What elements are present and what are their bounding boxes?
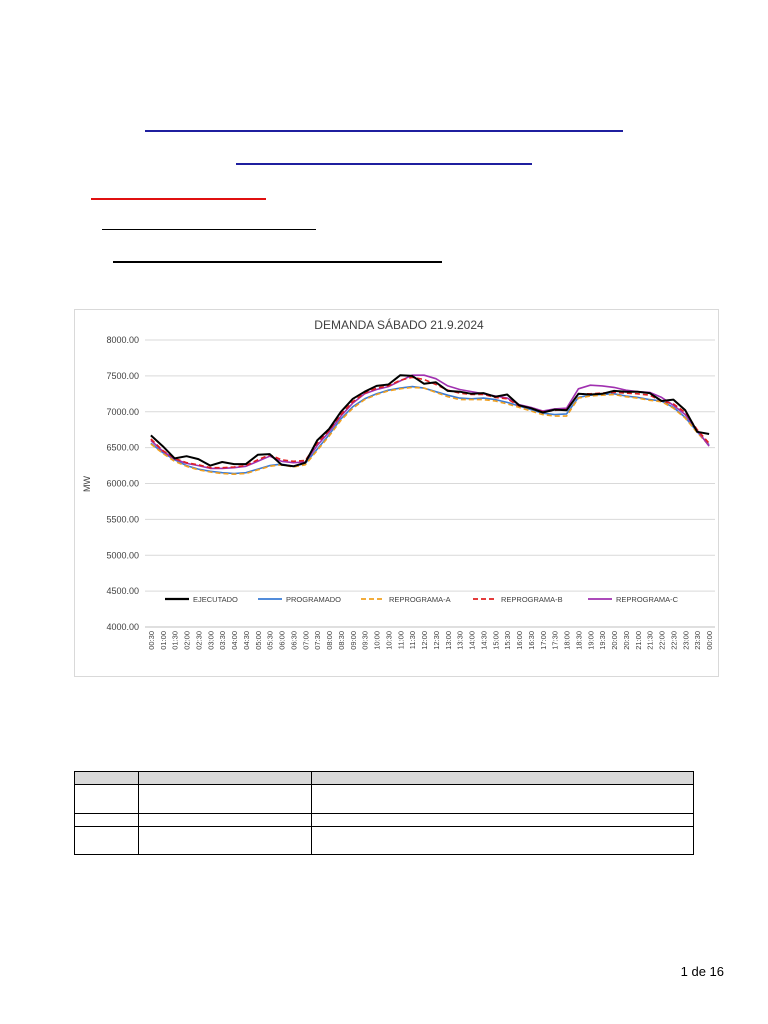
x-tick-label: 13:00	[443, 631, 453, 650]
x-tick-label: 10:30	[384, 631, 394, 650]
document-table	[74, 771, 694, 855]
x-tick-labels	[147, 631, 714, 650]
table-header-cell	[139, 772, 312, 785]
x-tick-label: 01:00	[158, 631, 168, 650]
table-cell	[139, 814, 312, 827]
table-cell	[75, 785, 139, 814]
table-header-cell	[75, 772, 139, 785]
x-tick-label: 19:00	[586, 631, 596, 650]
x-tick-label: 11:00	[396, 631, 406, 650]
table-cell	[139, 827, 312, 855]
table-header-cell	[312, 772, 694, 785]
x-tick-label: 19:30	[598, 631, 608, 650]
chart-title: DEMANDA SÁBADO 21.9.2024	[314, 318, 484, 332]
x-tick-label: 11:30	[408, 631, 418, 650]
x-tick-label: 17:30	[550, 631, 560, 650]
x-tick-label: 00:00	[705, 631, 715, 650]
x-tick-label: 20:30	[621, 631, 631, 650]
x-tick-label: 18:30	[574, 631, 584, 650]
x-tick-label: 08:30	[336, 631, 346, 650]
x-tick-label: 18:00	[562, 631, 572, 650]
x-tick-label: 04:30	[241, 631, 251, 650]
y-tick-label: 7500.00	[106, 370, 139, 381]
y-tick-label: 4500.00	[106, 586, 139, 597]
table-row	[75, 827, 694, 855]
x-tick-label: 21:30	[645, 631, 655, 650]
x-tick-label: 16:00	[515, 631, 525, 650]
x-tick-label: 13:30	[455, 631, 465, 650]
x-tick-label: 05:30	[265, 631, 275, 650]
table-cell	[312, 785, 694, 814]
x-tick-label: 10:00	[372, 631, 382, 650]
y-tick-labels	[106, 335, 139, 632]
x-tick-label: 09:00	[348, 631, 358, 650]
table-cell	[139, 785, 312, 814]
series-line-reprograma-a	[151, 387, 709, 474]
x-tick-label: 09:30	[360, 631, 370, 650]
y-tick-label: 7000.00	[106, 406, 139, 417]
table-row	[75, 785, 694, 814]
x-tick-label: 07:00	[301, 631, 311, 650]
series-line-ejecutado	[151, 375, 709, 466]
x-tick-label: 21:00	[633, 631, 643, 650]
table-header-row	[75, 772, 694, 785]
title-line-1	[145, 130, 623, 132]
demand-chart	[74, 309, 719, 677]
x-tick-label: 23:30	[693, 631, 703, 650]
x-tick-label: 15:00	[491, 631, 501, 650]
x-tick-label: 02:00	[182, 631, 192, 650]
table-cell	[75, 827, 139, 855]
x-tick-label: 00:30	[146, 631, 156, 650]
subtitle-line-4	[113, 261, 442, 263]
legend-label: REPROGRAMA-C	[616, 595, 679, 604]
y-tick-label: 8000.00	[106, 335, 139, 345]
y-axis-label: MW	[82, 476, 92, 492]
page-number: 1 de 16	[680, 964, 724, 979]
legend-label: REPROGRAMA-A	[389, 595, 451, 604]
x-tick-label: 12:30	[431, 631, 441, 650]
x-tick-label: 06:00	[277, 631, 287, 650]
x-tick-label: 07:30	[313, 631, 323, 650]
y-tick-label: 4000.00	[106, 622, 139, 632]
table-cell	[312, 814, 694, 827]
x-tick-label: 15:30	[503, 631, 513, 650]
x-tick-label: 03:30	[218, 631, 228, 650]
y-tick-label: 5500.00	[106, 514, 139, 525]
x-tick-label: 04:00	[230, 631, 240, 650]
x-tick-label: 12:00	[420, 631, 430, 650]
x-tick-label: 02:30	[194, 631, 204, 650]
series-line-programado	[151, 387, 709, 474]
legend-label: EJECUTADO	[193, 595, 238, 604]
x-tick-label: 14:30	[479, 631, 489, 650]
x-tick-label: 05:00	[253, 631, 263, 650]
y-tick-label: 6000.00	[106, 478, 139, 489]
legend-label: REPROGRAMA-B	[501, 595, 563, 604]
table-cell	[312, 827, 694, 855]
table-row	[75, 814, 694, 827]
x-tick-label: 01:30	[170, 631, 180, 650]
legend	[165, 595, 679, 604]
demand-chart-svg	[75, 310, 718, 676]
x-tick-label: 08:00	[325, 631, 335, 650]
x-tick-label: 14:00	[467, 631, 477, 650]
y-tick-label: 5000.00	[106, 550, 139, 561]
series-lines	[151, 375, 709, 474]
table-cell	[75, 814, 139, 827]
y-tick-label: 6500.00	[106, 442, 139, 453]
subtitle-line-red	[91, 198, 266, 200]
x-tick-label: 06:30	[289, 631, 299, 650]
legend-label: PROGRAMADO	[286, 595, 342, 604]
x-tick-label: 23:00	[681, 631, 691, 650]
subtitle-line-3	[102, 229, 316, 230]
x-tick-label: 17:00	[538, 631, 548, 650]
title-line-2	[236, 163, 532, 165]
x-tick-label: 22:30	[669, 631, 679, 650]
x-tick-label: 20:00	[610, 631, 620, 650]
x-tick-label: 16:30	[526, 631, 536, 650]
x-tick-label: 22:00	[657, 631, 667, 650]
x-tick-label: 03:00	[206, 631, 216, 650]
